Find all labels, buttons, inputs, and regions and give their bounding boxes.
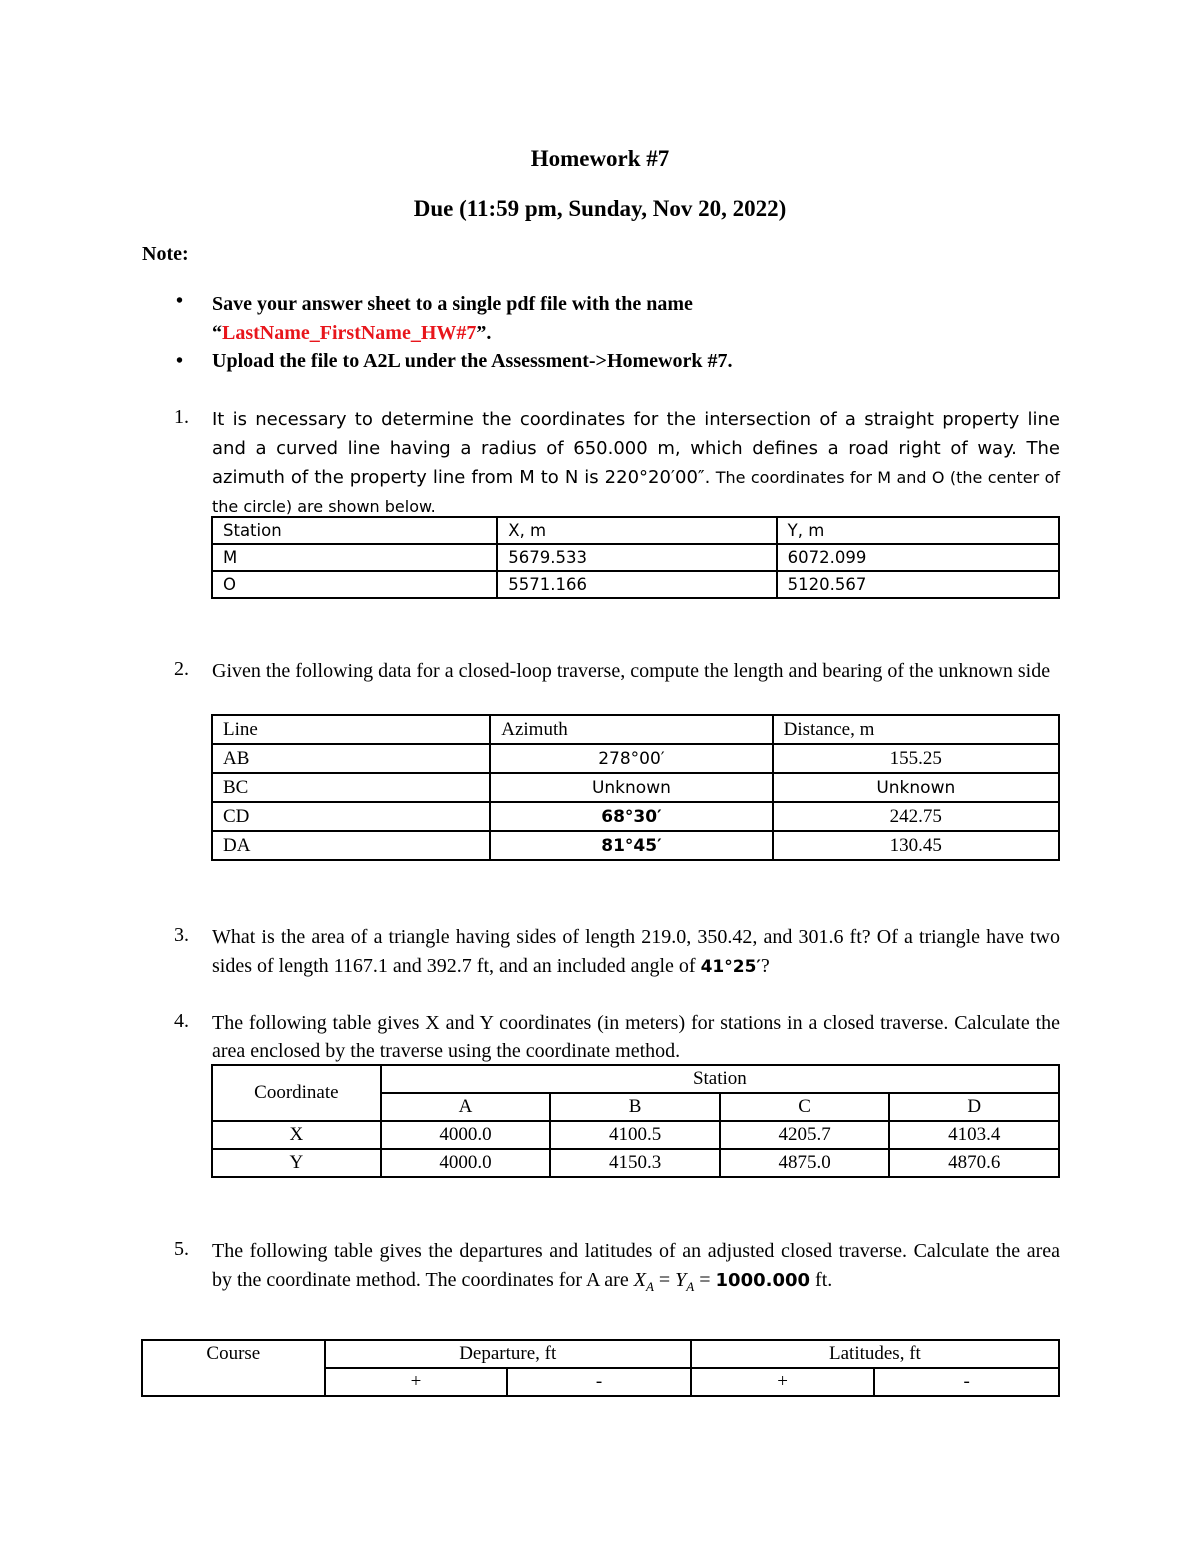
table-header: Station [212, 517, 497, 544]
table-row [212, 1149, 1059, 1177]
question-5-main: The following table gives the departures and latitudes of an adjusted closed traverse. Calculate the area by the coordinate method. The coordinates for A are [212, 1240, 1060, 1291]
table-cell: 4150.3 [550, 1149, 720, 1177]
table-cell: 130.45 [773, 831, 1059, 860]
filename-highlight: LastName_FirstName_HW#7 [222, 322, 477, 344]
question-1-text [212, 405, 1060, 521]
math-eq: = [653, 1269, 676, 1291]
table-header: X, m [497, 517, 776, 544]
table-header: C [720, 1093, 890, 1121]
table-header: - [507, 1368, 691, 1396]
math-eq: = [694, 1269, 711, 1291]
table-header: Latitudes, ft [691, 1340, 1059, 1368]
table-cell: Y [212, 1149, 381, 1177]
table-cell: 68°30′ [490, 802, 772, 831]
traverse-table [211, 714, 1060, 861]
math-value: 1000.000 [715, 1270, 811, 1291]
table-cell: M [212, 544, 497, 571]
question-1-tail: The coordinates for M and O (the center of the circle) are shown below. [212, 468, 1061, 516]
table-header: Line [212, 715, 490, 744]
table-header: + [691, 1368, 875, 1396]
table-cell: O [212, 571, 497, 598]
table-cell: 6072.099 [777, 544, 1059, 571]
departure-latitude-table [141, 1339, 1060, 1397]
table-cell: Unknown [773, 773, 1059, 802]
station-table [211, 516, 1060, 599]
table-cell: 5679.533 [497, 544, 776, 571]
question-3-text [212, 923, 1060, 982]
bullet-save [212, 290, 1072, 348]
table-header: Station [381, 1065, 1059, 1093]
page-title: Homework #7 [530, 146, 670, 171]
table-cell: 4205.7 [720, 1121, 890, 1149]
table-row [212, 831, 1059, 860]
coordinate-table [211, 1064, 1060, 1178]
bullet-icon: • [176, 350, 184, 372]
question-number: 2. [174, 658, 189, 680]
table-header: A [381, 1093, 551, 1121]
table-row [212, 571, 1059, 598]
table-cell: X [212, 1121, 381, 1149]
table-header: D [889, 1093, 1059, 1121]
due-date: Due (11:59 pm, Sunday, Nov 20, 2022) [413, 196, 787, 221]
math-y-sub: A [686, 1279, 695, 1294]
table-cell: 4000.0 [381, 1121, 551, 1149]
bullet-icon: • [176, 290, 184, 312]
table-cell: 5571.166 [497, 571, 776, 598]
table-row [212, 1121, 1059, 1149]
table-cell: 4000.0 [381, 1149, 551, 1177]
question-number: 5. [174, 1238, 189, 1260]
table-header: Distance, m [773, 715, 1059, 744]
question-4-text: The following table gives X and Y coordinates (in meters) for stations in a closed traverse. Calculate the area enclosed by the traverse using the coordinate method. [212, 1012, 1060, 1062]
table-row [212, 544, 1059, 571]
table-cell: 4103.4 [889, 1121, 1059, 1149]
question-2-text: Given the following data for a closed-loop traverse, compute the length and bearing of the unknown side [212, 660, 1051, 682]
table-header: B [550, 1093, 720, 1121]
math-x: X [633, 1269, 646, 1291]
table-row [212, 744, 1059, 773]
table-cell: 242.75 [773, 802, 1059, 831]
table-header-row [142, 1340, 1059, 1368]
question-5-text [212, 1237, 1060, 1301]
table-cell: 278°00′ [490, 744, 772, 773]
table-cell: 155.25 [773, 744, 1059, 773]
note-label: Note: [142, 243, 189, 265]
table-header: Azimuth [490, 715, 772, 744]
quote-close: ”. [476, 322, 492, 344]
table-header: Y, m [777, 517, 1059, 544]
math-y: Y [675, 1269, 687, 1291]
table-header: Departure, ft [325, 1340, 691, 1368]
question-number: 4. [174, 1010, 189, 1032]
table-cell: 4875.0 [720, 1149, 890, 1177]
table-header: Coordinate [212, 1065, 381, 1121]
table-cell: CD [212, 802, 490, 831]
table-cell: Unknown [490, 773, 772, 802]
table-cell: 5120.567 [777, 571, 1059, 598]
question-1-main: It is necessary to determine the coordinates for the intersection of a straight property line and a curved line having a radius of 650.000 m, which defines a road right of way. The azimuth of the property line from M to N is 220°20′00″. [212, 409, 1060, 488]
bullet-upload: Upload the file to A2L under the Assessment->Homework #7. [212, 350, 733, 372]
table-cell: AB [212, 744, 490, 773]
quote-open: “ [212, 322, 222, 344]
math-x-sub: A [645, 1279, 654, 1294]
table-header: - [874, 1368, 1059, 1396]
question-3-end: ? [760, 955, 770, 977]
bullet-save-text: Save your answer sheet to a single pdf file with the name [212, 293, 693, 315]
table-cell: DA [212, 831, 490, 860]
table-header-row [212, 1065, 1059, 1093]
table-header-row [212, 715, 1059, 744]
table-header-row [212, 517, 1059, 544]
table-cell: 4870.6 [889, 1149, 1059, 1177]
table-header: Course [142, 1340, 325, 1396]
table-row [212, 773, 1059, 802]
table-cell: 81°45′ [490, 831, 772, 860]
question-number: 1. [174, 406, 189, 428]
question-3-angle: 41°25′ [700, 957, 761, 977]
math-unit: ft. [810, 1269, 833, 1291]
table-cell: 4100.5 [550, 1121, 720, 1149]
question-number: 3. [174, 924, 189, 946]
table-header: + [325, 1368, 508, 1396]
table-cell: BC [212, 773, 490, 802]
table-row [212, 802, 1059, 831]
question-3-main: What is the area of a triangle having sides of length 219.0, 350.42, and 301.6 ft? Of a triangle have two sides of length 1167.1 and 392.7 ft, and an included angle of [212, 926, 1060, 977]
